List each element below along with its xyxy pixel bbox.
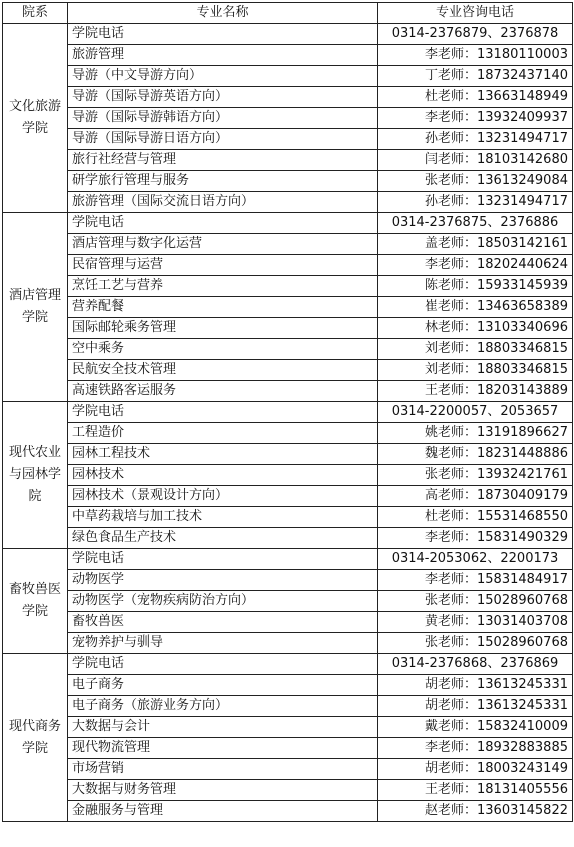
major-name: 研学旅行管理与服务 xyxy=(68,171,378,192)
table-row xyxy=(3,150,573,171)
college-phone: 0314-2200057、2053657 xyxy=(378,402,573,423)
header-major: 专业名称 xyxy=(68,3,378,24)
college-phone-label: 学院电话 xyxy=(68,24,378,45)
major-name: 民航安全技术管理 xyxy=(68,360,378,381)
college-phone-label: 学院电话 xyxy=(68,654,378,675)
major-name: 导游（国际导游韩语方向） xyxy=(68,108,378,129)
college-phone: 0314-2376868、2376869 xyxy=(378,654,573,675)
table-row xyxy=(3,171,573,192)
table-row xyxy=(3,465,573,486)
table-row xyxy=(3,297,573,318)
contact-phone: 胡老师：18003243149 xyxy=(378,759,573,780)
major-name: 旅游管理（国际交流日语方向） xyxy=(68,192,378,213)
table-row xyxy=(3,129,573,150)
table-row xyxy=(3,423,573,444)
contact-phone: 杜老师：15531468550 xyxy=(378,507,573,528)
contact-phone: 林老师：13103340696 xyxy=(378,318,573,339)
contact-phone: 张老师：13613249084 xyxy=(378,171,573,192)
major-name: 营养配餐 xyxy=(68,297,378,318)
contact-phone: 杜老师：13663148949 xyxy=(378,87,573,108)
contact-phone: 胡老师：13613245331 xyxy=(378,696,573,717)
major-name: 旅游管理 xyxy=(68,45,378,66)
major-name: 绿色食品生产技术 xyxy=(68,528,378,549)
major-name: 导游（国际导游英语方向） xyxy=(68,87,378,108)
contact-phone: 孙老师：13231494717 xyxy=(378,129,573,150)
department-name: 现代农业与园林学院 xyxy=(3,402,68,549)
major-name: 空中乘务 xyxy=(68,339,378,360)
table-row xyxy=(3,192,573,213)
contact-phone: 陈老师：15933145939 xyxy=(378,276,573,297)
contact-phone: 盖老师：18503142161 xyxy=(378,234,573,255)
contact-phone: 刘老师：18803346815 xyxy=(378,339,573,360)
contact-phone: 张老师：15028960768 xyxy=(378,591,573,612)
contact-phone: 闫老师：18103142680 xyxy=(378,150,573,171)
college-phone-label: 学院电话 xyxy=(68,213,378,234)
contact-phone: 魏老师：18231448886 xyxy=(378,444,573,465)
contact-phone: 李老师：18932883885 xyxy=(378,738,573,759)
major-name: 现代物流管理 xyxy=(68,738,378,759)
table-row xyxy=(3,87,573,108)
table-row xyxy=(3,24,573,45)
major-name: 动物医学 xyxy=(68,570,378,591)
contact-phone: 李老师：18202440624 xyxy=(378,255,573,276)
contact-phone: 孙老师：13231494717 xyxy=(378,192,573,213)
table-row xyxy=(3,717,573,738)
major-name: 导游（中文导游方向） xyxy=(68,66,378,87)
table-row xyxy=(3,444,573,465)
table-row xyxy=(3,780,573,801)
major-name: 金融服务与管理 xyxy=(68,801,378,822)
table-row xyxy=(3,759,573,780)
table-row xyxy=(3,339,573,360)
table-row xyxy=(3,381,573,402)
major-name: 民宿管理与运营 xyxy=(68,255,378,276)
table-row xyxy=(3,45,573,66)
table-row xyxy=(3,528,573,549)
contact-phone: 丁老师：18732437140 xyxy=(378,66,573,87)
college-phone: 0314-2376879、2376878 xyxy=(378,24,573,45)
major-name: 旅行社经营与管理 xyxy=(68,150,378,171)
contact-phone: 赵老师：13603145822 xyxy=(378,801,573,822)
major-name: 烹饪工艺与营养 xyxy=(68,276,378,297)
table-body xyxy=(3,24,573,822)
table-row xyxy=(3,234,573,255)
table-row xyxy=(3,66,573,87)
table-row xyxy=(3,108,573,129)
header-phone: 专业咨询电话 xyxy=(378,3,573,24)
major-name: 国际邮轮乘务管理 xyxy=(68,318,378,339)
header-dept: 院系 xyxy=(3,3,68,24)
major-name: 中草药栽培与加工技术 xyxy=(68,507,378,528)
contact-phone: 戴老师：15832410009 xyxy=(378,717,573,738)
college-phone: 0314-2376875、2376886 xyxy=(378,213,573,234)
table-row xyxy=(3,549,573,570)
table-row xyxy=(3,654,573,675)
contact-phone: 黄老师：13031403708 xyxy=(378,612,573,633)
table-row xyxy=(3,591,573,612)
table-row xyxy=(3,570,573,591)
major-name: 大数据与财务管理 xyxy=(68,780,378,801)
contact-phone: 王老师：18131405556 xyxy=(378,780,573,801)
table-row xyxy=(3,255,573,276)
major-name: 动物医学（宠物疾病防治方向） xyxy=(68,591,378,612)
major-name: 宠物养护与驯导 xyxy=(68,633,378,654)
table-row xyxy=(3,696,573,717)
major-name: 大数据与会计 xyxy=(68,717,378,738)
header-row xyxy=(3,3,573,24)
table-row xyxy=(3,801,573,822)
major-name: 市场营销 xyxy=(68,759,378,780)
table-row xyxy=(3,318,573,339)
major-name: 畜牧兽医 xyxy=(68,612,378,633)
major-name: 电子商务 xyxy=(68,675,378,696)
major-name: 园林工程技术 xyxy=(68,444,378,465)
college-phone-label: 学院电话 xyxy=(68,549,378,570)
table-row xyxy=(3,486,573,507)
table-row xyxy=(3,213,573,234)
table-row xyxy=(3,276,573,297)
major-name: 导游（国际导游日语方向） xyxy=(68,129,378,150)
major-name: 工程造价 xyxy=(68,423,378,444)
contact-phone: 崔老师：13463658389 xyxy=(378,297,573,318)
college-phone: 0314-2053062、2200173 xyxy=(378,549,573,570)
table-row xyxy=(3,738,573,759)
department-name: 文化旅游学院 xyxy=(3,24,68,213)
table-row xyxy=(3,675,573,696)
table-row xyxy=(3,507,573,528)
contact-phone: 姚老师：13191896627 xyxy=(378,423,573,444)
contact-phone: 李老师：13932409937 xyxy=(378,108,573,129)
major-name: 高速铁路客运服务 xyxy=(68,381,378,402)
contact-phone: 高老师：18730409179 xyxy=(378,486,573,507)
contact-phone: 张老师：15028960768 xyxy=(378,633,573,654)
contact-phone: 胡老师：13613245331 xyxy=(378,675,573,696)
department-name: 畜牧兽医学院 xyxy=(3,549,68,654)
major-name: 电子商务（旅游业务方向） xyxy=(68,696,378,717)
major-name: 酒店管理与数字化运营 xyxy=(68,234,378,255)
table-row xyxy=(3,633,573,654)
table-row xyxy=(3,612,573,633)
contact-phone: 王老师：18203143889 xyxy=(378,381,573,402)
college-phone-label: 学院电话 xyxy=(68,402,378,423)
major-name: 园林技术（景观设计方向） xyxy=(68,486,378,507)
contact-phone: 张老师：13932421761 xyxy=(378,465,573,486)
contact-phone: 李老师：15831490329 xyxy=(378,528,573,549)
department-name: 酒店管理学院 xyxy=(3,213,68,402)
contact-phone: 李老师：13180110003 xyxy=(378,45,573,66)
table-row xyxy=(3,402,573,423)
department-name: 现代商务学院 xyxy=(3,654,68,822)
contact-table xyxy=(2,2,573,822)
contact-phone: 李老师：15831484917 xyxy=(378,570,573,591)
table-row xyxy=(3,360,573,381)
major-name: 园林技术 xyxy=(68,465,378,486)
contact-phone: 刘老师：18803346815 xyxy=(378,360,573,381)
